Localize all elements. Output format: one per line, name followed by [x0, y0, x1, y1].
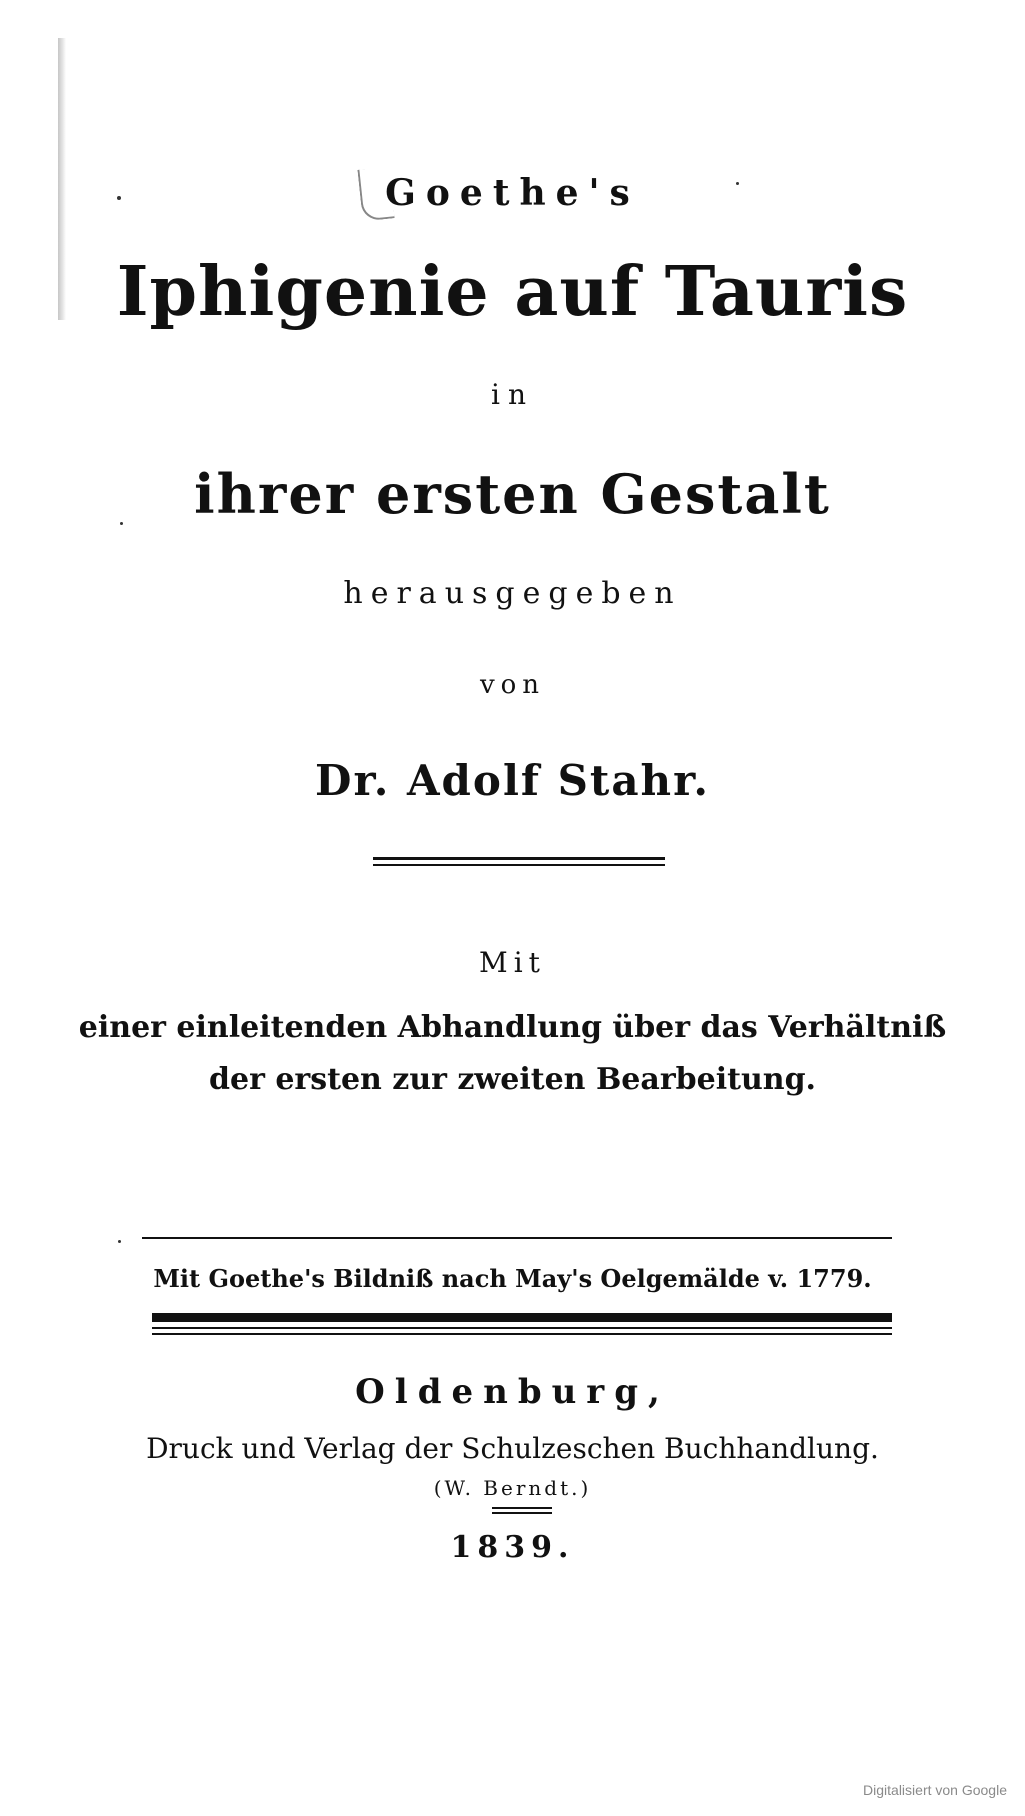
publisher-line: Druck und Verlag der Schulzeschen Buchhandlung. — [146, 1432, 879, 1465]
description-line: einer einleitenden Abhandlung über das Verhältniß — [78, 1010, 947, 1045]
decorative-rule — [142, 1237, 892, 1239]
decorative-rule — [373, 857, 665, 860]
decorative-rule — [152, 1333, 892, 1335]
ink-speck — [118, 1240, 121, 1243]
publication-year: 1839. — [450, 1530, 575, 1565]
author-line: Goethe's — [385, 172, 640, 214]
editor-name: Dr. Adolf Stahr. — [315, 756, 710, 805]
digitization-watermark: Digitalisiert von Google — [863, 1782, 1007, 1798]
printer-line: (W. Berndt.) — [433, 1476, 592, 1500]
portrait-note: Mit Goethe's Bildniß nach May's Oelgemälde v. 1779. — [153, 1264, 872, 1293]
in-line: in — [491, 378, 534, 411]
decorative-rule — [492, 1507, 552, 1509]
decorative-rule — [373, 864, 665, 866]
mit-line: Mit — [479, 946, 546, 979]
book-subtitle: ihrer ersten Gestalt — [194, 462, 831, 526]
decorative-rule — [152, 1313, 892, 1322]
description-line: der ersten zur zweiten Bearbeitung. — [209, 1062, 816, 1097]
publication-city: Oldenburg, — [355, 1372, 670, 1412]
book-title: Iphigenie auf Tauris — [116, 252, 909, 332]
edited-by-line: herausgegeben — [343, 576, 682, 611]
decorative-rule — [152, 1327, 892, 1329]
decorative-rule — [492, 1512, 552, 1514]
von-line: von — [479, 670, 546, 700]
